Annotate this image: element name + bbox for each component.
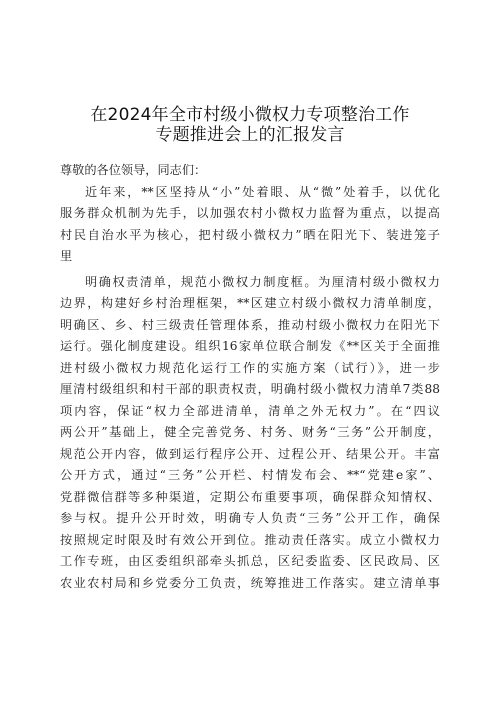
paragraph-line: 公开方式，通过“三务”公开栏、村情发布会、**“党建e家”、 (60, 468, 440, 482)
paragraph-line: 两公开”基础上，健全完善党务、村务、财务“三务”公开制度， (60, 425, 440, 439)
paragraph-line: 规范公开内容，做到运行程序公开、过程公开、结果公开。丰富 (60, 446, 440, 461)
document-title-line-1: 在2024年全市村级小微权力专项整治工作 (90, 105, 410, 125)
paragraph-line: 参与权。提升公开时效，明确专人负责“三务”公开工作，确保 (60, 511, 440, 525)
paragraph-line: 服务群众机制为先手，以加强农村小微权力监督为重点，以提高 (60, 206, 440, 220)
paragraph-line: 进村级小微权力规范化运行工作的实施方案（试行）》，进一步 (60, 360, 440, 375)
document-title-line-2: 专题推进会上的汇报发言 (155, 125, 345, 145)
paragraph-line: 厘清村级组织和村干部的职责权责，明确村级小微权力清单7类88 (60, 382, 440, 396)
salutation: 尊敬的各位领导，同志们： (60, 163, 207, 177)
paragraph-line: 明确权责清单，规范小微权力制度框。为厘清村级小微权力 (85, 274, 440, 289)
paragraph-line: 近年来，**区坚持从“小”处着眼、从“微”处着手，以优化 (85, 184, 440, 199)
paragraph-line: 运行。强化制度建设。组织16家单位联合制发《**区关于全面推 (60, 339, 440, 353)
paragraph-2 (60, 272, 440, 595)
paragraph-line: 明确区、乡、村三级责任管理体系，推动村级小微权力在阳光下 (60, 317, 440, 332)
paragraph-1 (60, 182, 440, 268)
paragraph-line: 工作专班，由区委组织部牵头抓总，区纪委监委、区民政局、区 (60, 554, 440, 568)
paragraph-line: 里 (60, 249, 73, 263)
paragraph-line: 边界，构建好乡村治理框架，**区建立村级小微权力清单制度， (60, 296, 440, 310)
paragraph-line: 村民自治水平为核心，把村级小微权力”晒在阳光下、装进笼子 (60, 227, 440, 242)
paragraph-line: 党群微信群等多种渠道，定期公布重要事项，确保群众知情权、 (60, 489, 440, 504)
paragraph-line: 农业农村局和乡党委分工负责，统筹推进工作落实。建立清单事 (60, 575, 440, 590)
document-body (60, 160, 440, 594)
paragraph-line: 按照规定时限及时有效公开到位。推动责任落实。成立小微权力 (60, 532, 440, 547)
paragraph-line: 项内容，保证“权力全部进清单，清单之外无权力”。在“四议 (60, 403, 440, 418)
